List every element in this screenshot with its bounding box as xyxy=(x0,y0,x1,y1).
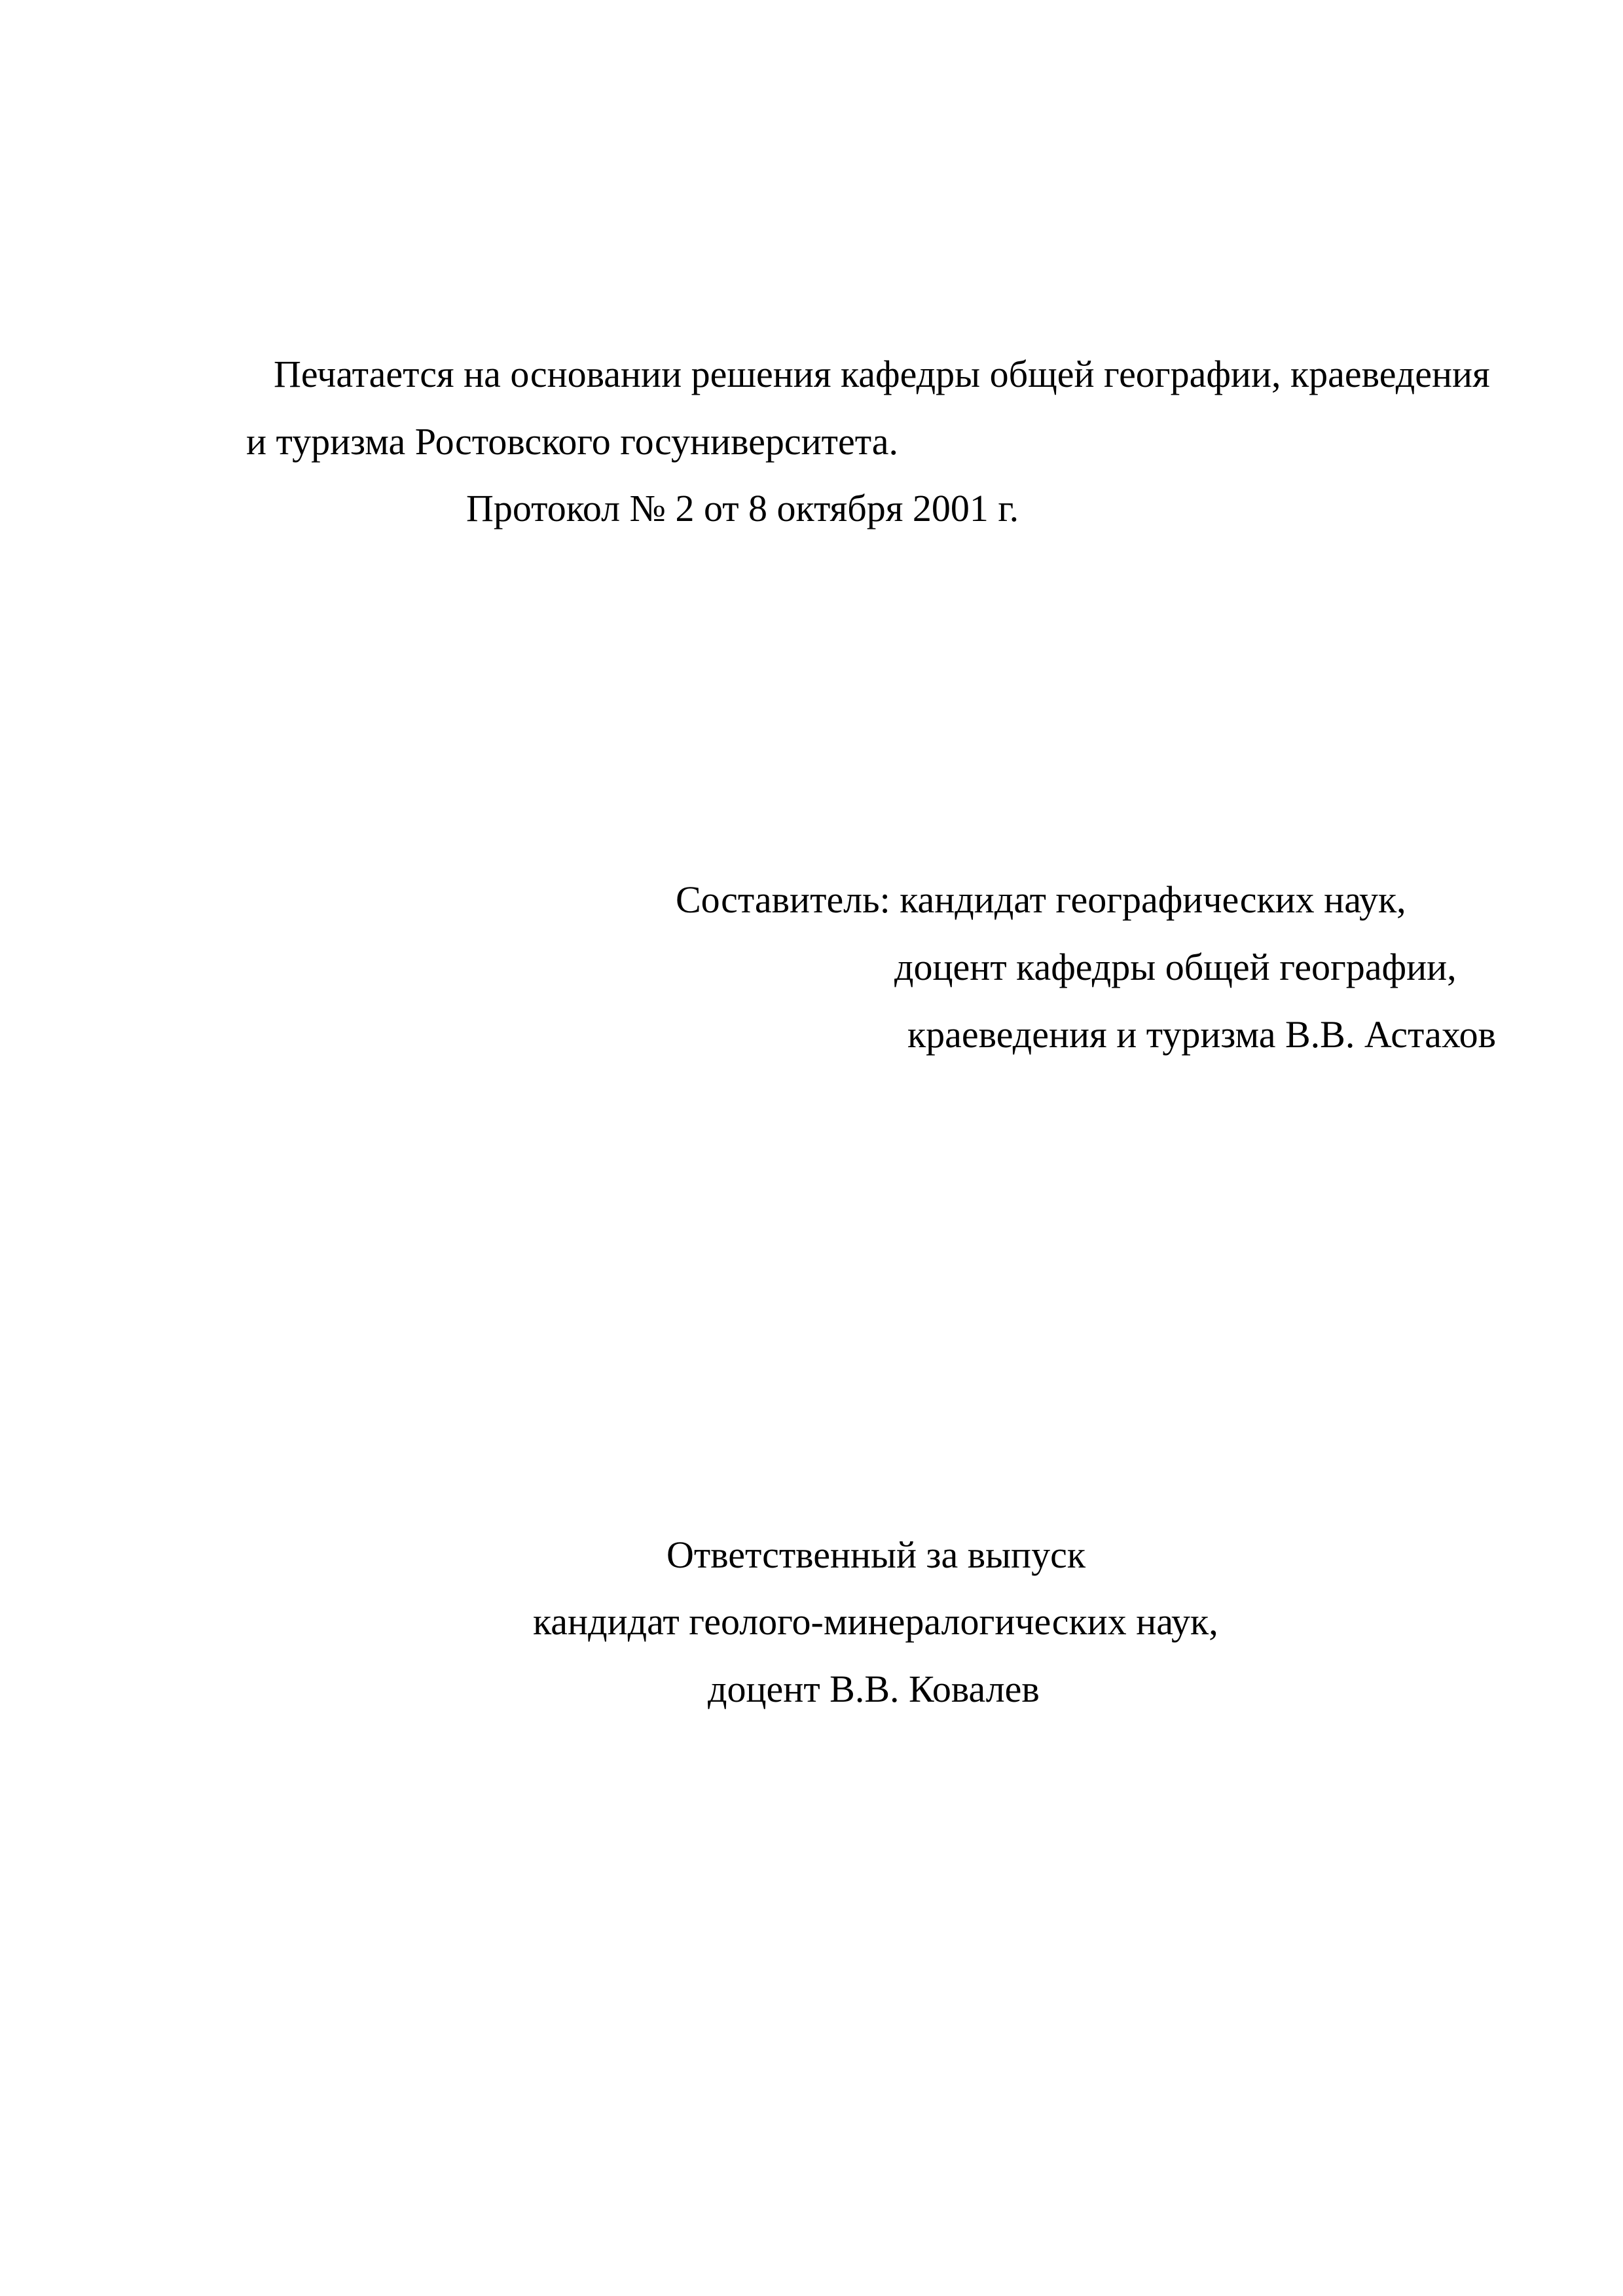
compiler-line-1: Составитель: кандидат географических наук, xyxy=(676,878,1406,921)
approval-text-line-1: Печатается на основании решения кафедры общей географии, краеведения xyxy=(274,353,1490,395)
responsible-line-2: кандидат геолого-минералогических наук, xyxy=(533,1600,1218,1643)
compiler-line-3: краеведения и туризма В.В. Астахов xyxy=(907,1013,1497,1056)
compiler-line-2: доцент кафедры общей географии, xyxy=(894,946,1457,988)
responsible-line-1: Ответственный за выпуск xyxy=(666,1534,1086,1576)
approval-text-line-2: и туризма Ростовского госуниверситета. xyxy=(246,420,899,463)
responsible-line-3: доцент В.В. Ковалев xyxy=(708,1668,1040,1710)
protocol-line: Протокол № 2 от 8 октября 2001 г. xyxy=(466,487,1019,529)
